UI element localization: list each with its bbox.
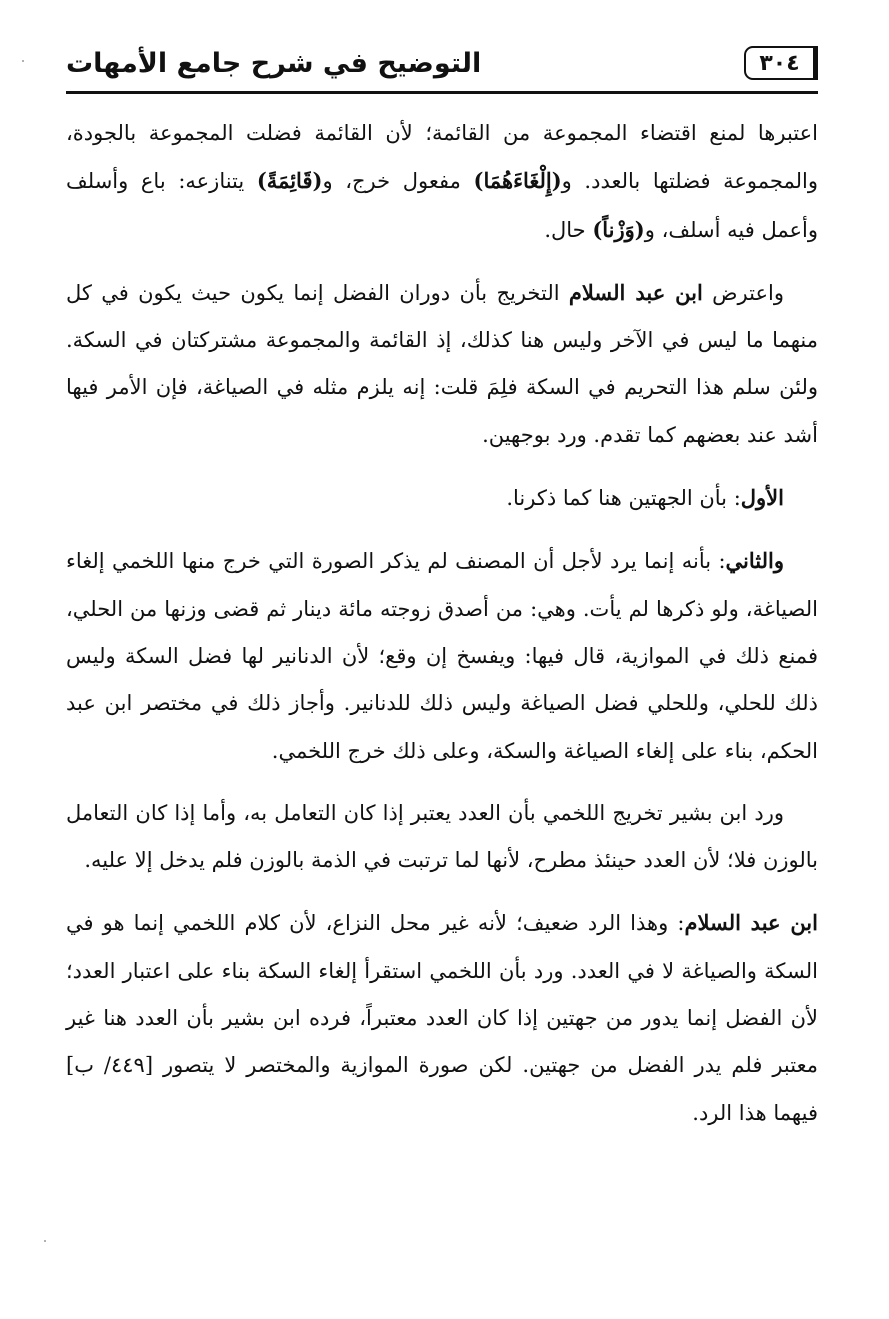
quoted-term: (وَزْناً) [592,216,645,242]
text-segment: : بأن الجهتين هنا كما ذكرنا. [506,486,741,511]
author-name: ابن عبد السلام [684,910,818,936]
text-segment: يتنازعه: باع وأسلف وأعمل فيه أسلف، و [66,169,818,242]
scan-speck [22,60,24,62]
text-segment: مفعول خرج، و [322,169,474,194]
scan-speck [44,1240,46,1242]
text-segment: ورد ابن بشير تخريج اللخمي بأن العدد يعتبر إذا كان التعامل به، وأما إذا كان التعامل بالوزن فلا؛ لأن العدد حينئذ مطرح، لأنها لما ترتبت في الذمة بالوزن فلم يدخل إلا عليه. [66,800,818,873]
paragraph-1 [66,110,818,254]
quoted-term: (قَائِمَةً) [256,168,323,194]
author-name: ابن عبد السلام [568,279,703,305]
paragraph-6 [66,899,818,1136]
page-header [66,40,818,100]
paragraph-4 [66,537,818,774]
header-rule [66,91,818,94]
paragraph-2 [66,269,818,459]
quoted-term: (إِلْغَاءَهُمَا) [473,168,562,194]
text-segment: : بأنه إنما يرد لأجل أن المصنف لم يذكر الصورة التي خرج منها اللخمي إلغاء الصياغة، ولو ذكرها لم يأت. وهي: من أصدق زوجته مائة دينار ثم قضى وزنها من الحلي، فمنع ذلك في الموازية، قال فيها: ويفسخ إن وقع؛ لأن الدنانير لها فضل السكة وليس ذلك للحلي، وللحلي فضل الصياغة وليس ذلك للدنانير. وأجاز ذلك في مختصر ابن عبد الحكم، بناء على إلغاء الصياغة والسكة، وعلى ذلك خرج اللخمي. [66,549,818,763]
text-segment: اعتبرها لمنع اقتضاء المجموعة من القائمة؛ لأن القائمة فضلت المجموعة بالجودة، والمجموعة فضلتها بالعدد. و [66,121,818,194]
text-segment: واعترض [702,280,784,305]
running-title: التوضيح في شرح جامع الأمهات [66,48,482,79]
paragraph-3 [66,474,818,522]
text-segment: حال. [544,217,593,242]
text-segment: التخريج بأن دوران الفضل إنما يكون حيث يكون في كل منهما ما ليس في الآخر وليس هنا كذلك، إذ القائمة والمجموعة مشتركتان في السكة. ولئن سلم هذا التحريم في السكة فلِمَ قلت: إنه يلزم مثله في الصياغة، فإن الأمر فيها أشد عند بعضهم كما تقدم. ورد بوجهين. [66,280,818,447]
page-number: ٣٠٤ [759,50,800,76]
point-label: الأول [740,485,784,511]
page-number-badge [744,46,818,80]
point-label: والثاني [725,548,784,574]
text-segment: : وهذا الرد ضعيف؛ لأنه غير محل النزاع، لأن كلام اللخمي إنما هو في السكة والصياغة لا في العدد. ورد بأن اللخمي استقرأ إلغاء السكة بناء على اعتبار العدد؛ لأن الفضل إنما يدور من جهتين إذا كان العدد معتبراً، فرده ابن بشير بأن العدد هنا غير معتبر فلم يدر الفضل من جهتين. لكن صورة الموازية والمختصر لا يتصور [٤٤٩/ ب] فيهما هذا الرد. [66,911,818,1125]
paragraph-5 [66,790,818,885]
body-text [66,110,818,1152]
